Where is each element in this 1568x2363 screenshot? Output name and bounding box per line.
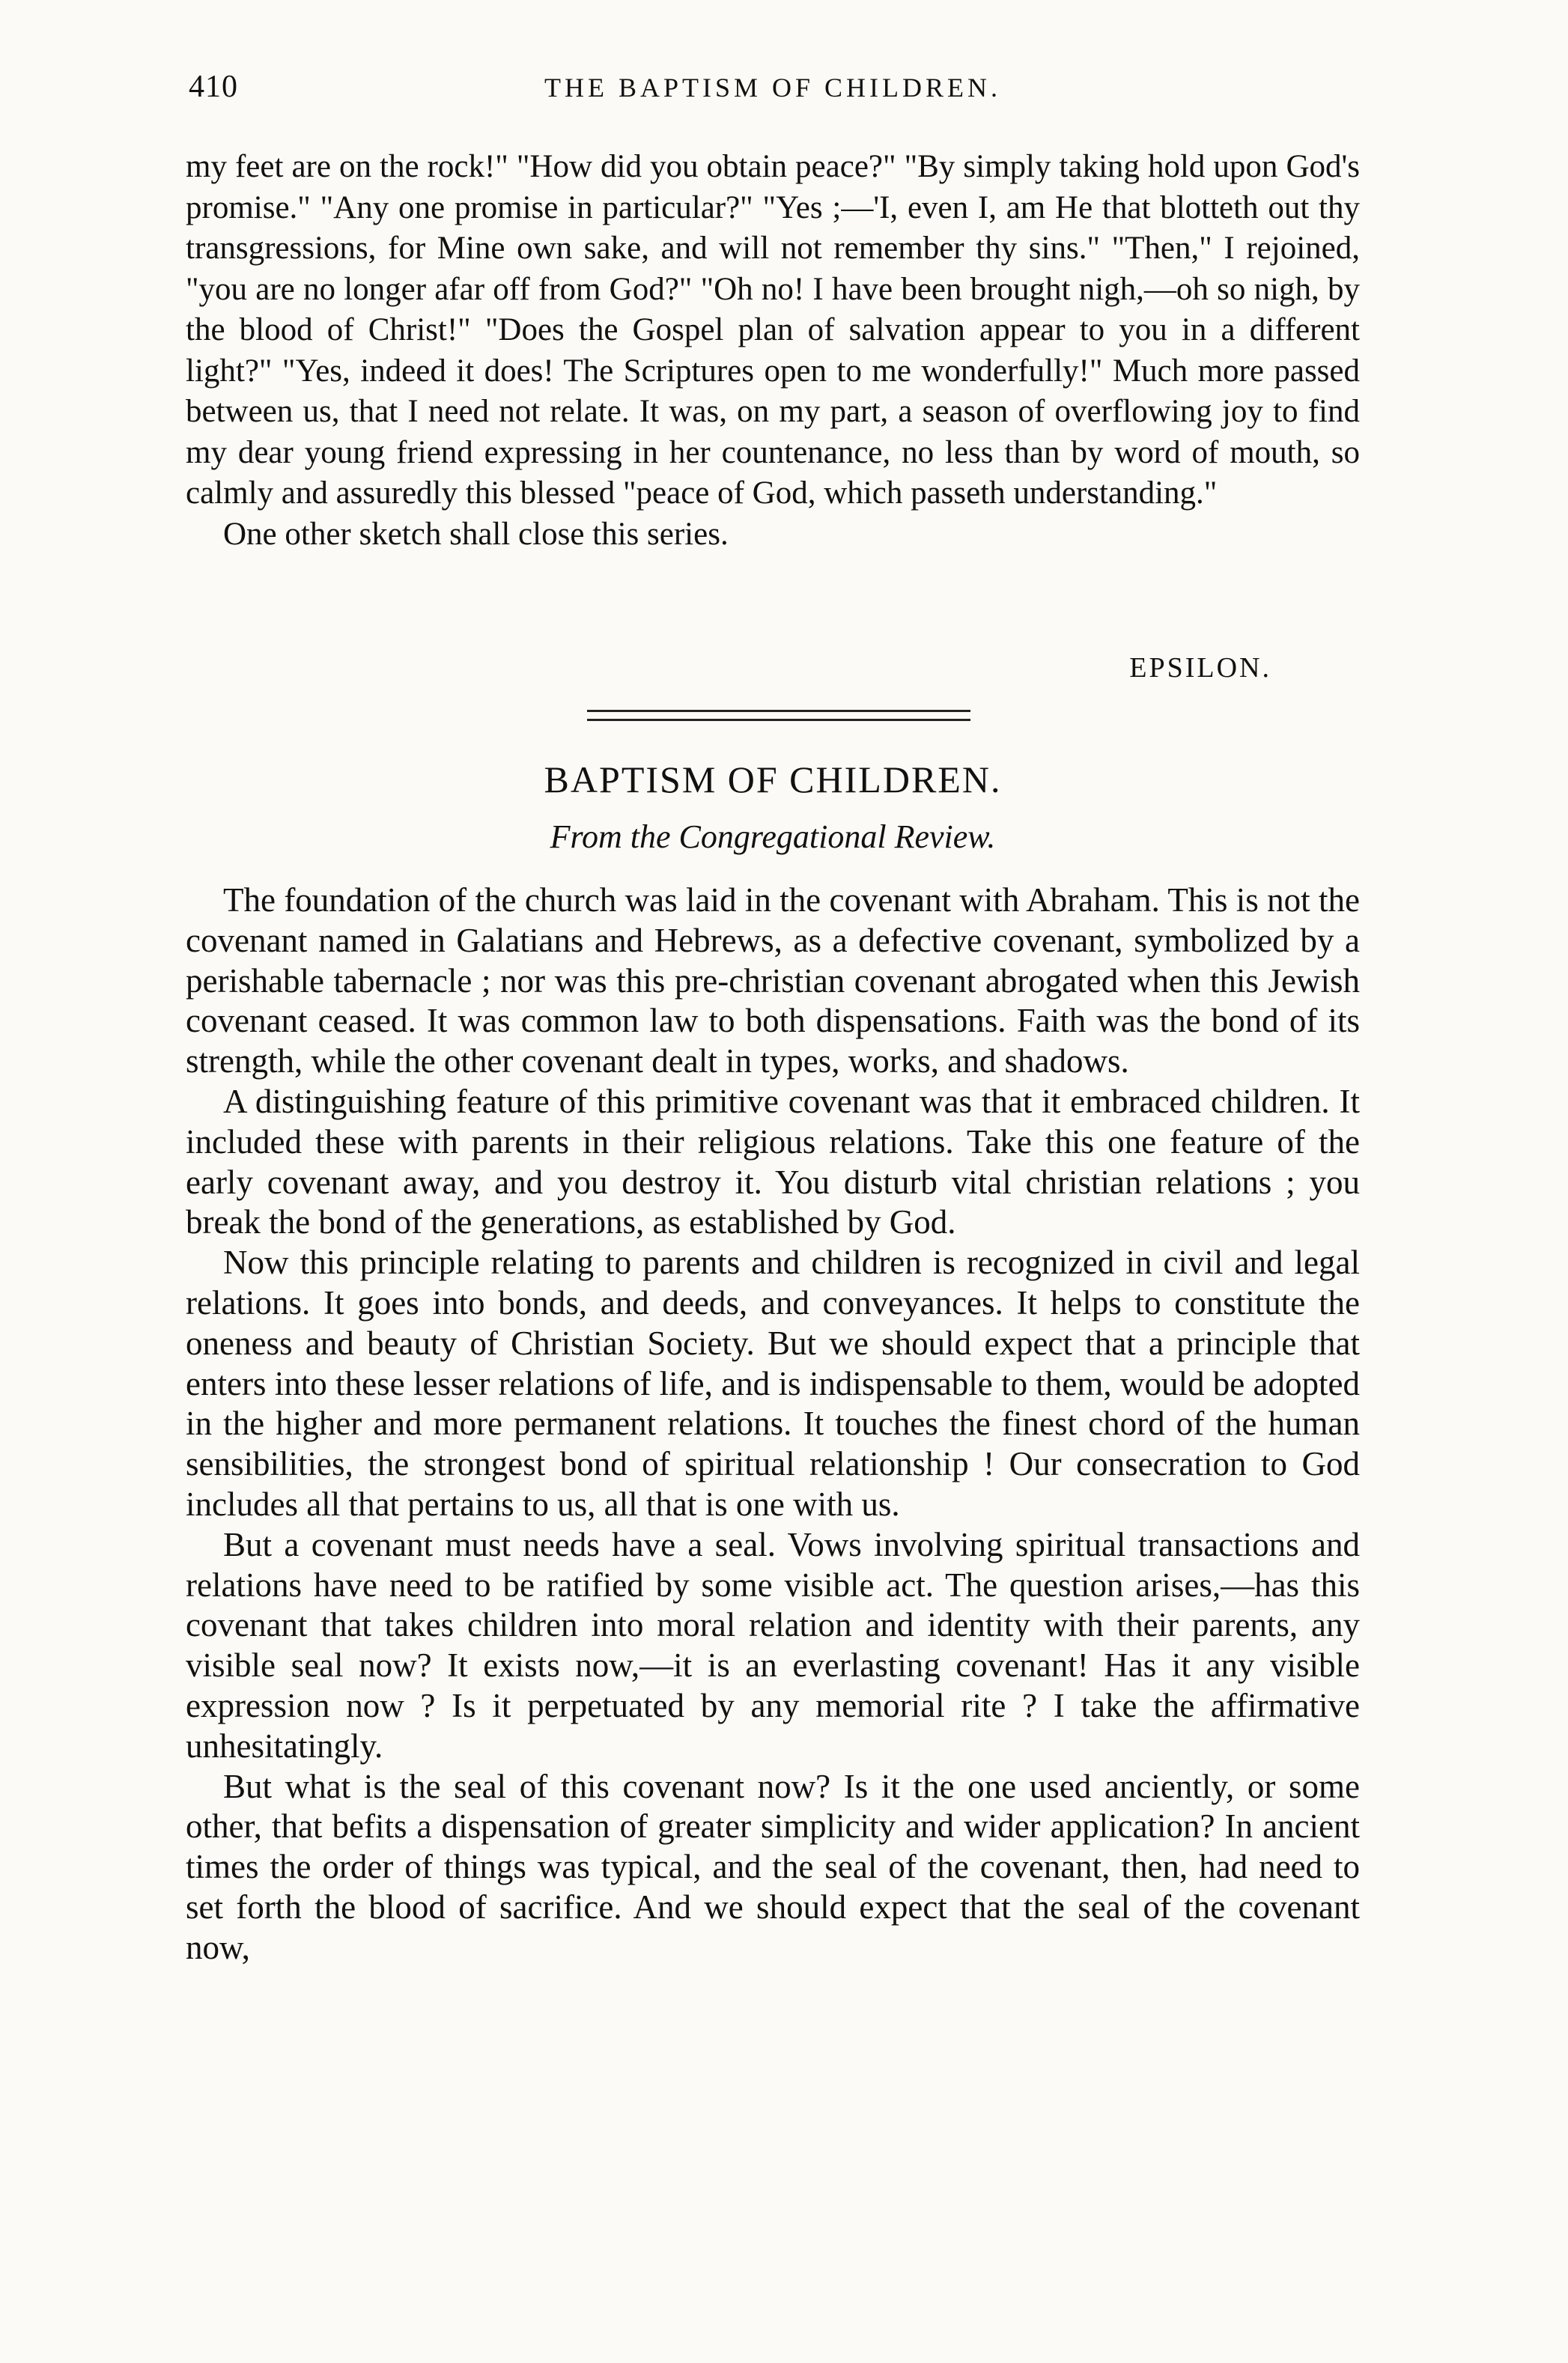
- article-title: BAPTISM OF CHILDREN.: [544, 758, 1002, 800]
- author-signature: EPSILON.: [1129, 652, 1271, 684]
- paragraph-4: But a covenant must needs have a seal. Vows involving spiritual transactions and relations have need to be ratified by some visible act. The question arises,—has this covenant that takes children into moral relation and identity with their parents, any visible seal now? It exists now,—it is an everlasting covenant! Has it any visible expression now ? Is it perpetuated by any memorial rite ? I take the affirmative unhesitatingly.: [186, 1525, 1360, 1765]
- paragraph-1: The foundation of the church was laid in the covenant with Abraham. This is not the covenant named in Galatians and Hebrews, as a defective covenant, symbolized by a perishable tabernacle ; nor was this pre-christian covenant abrogated when this Jewish covenant ceased. It was common law to both dispensations. Faith was the bond of its strength, while the other covenant dealt in types, works, and shadows.: [186, 881, 1360, 1080]
- section-divider-top: [587, 710, 970, 712]
- page-header: [186, 69, 1360, 114]
- section-divider-bottom: [587, 719, 970, 721]
- paragraph-2: A distinguishing feature of this primitive covenant was that it embraced children. It included these with parents in their religious relations. Take this one feature of the early covenant away, and you destroy it. You disturb vital christian relations ; you break the bond of the generations, as established by God.: [186, 1082, 1360, 1241]
- page-number: 410: [189, 70, 238, 104]
- article-body: [186, 881, 1360, 1968]
- paragraph-5: But what is the seal of this covenant now? Is it the one used anciently, or some other, that befits a dispensation of greater simplicity and wider application? In ancient times the order of things was typical, and the seal of the covenant, then, had need to set forth the blood of sacrifice. And we should expect that the seal of the covenant now,: [186, 1767, 1360, 1966]
- closing-sentence: One other sketch shall close this series.: [223, 516, 729, 552]
- previous-article-ending: [186, 147, 1360, 555]
- article-source: From the Congregational Review.: [550, 818, 996, 855]
- running-title: THE BAPTISM OF CHILDREN.: [544, 73, 1002, 103]
- top-paragraph: my feet are on the rock!" "How did you obtain peace?" "By simply taking hold upon God's promise." "Any one promise in particular?" "Yes ;—'I, even I, am He that blotteth out thy transgressions, for Mine own sake, and will not remember thy sins." "Then," I rejoined, "you are no longer afar off from God?" "Oh no! I have been brought nigh,—oh so nigh, by the blood of Christ!" "Does the Gospel plan of salvation appear to you in a different light?" "Yes, indeed it does! The Scriptures open to me wonderfully!" Much more passed between us, that I need not relate. It was, on my part, a season of overflowing joy to find my dear young friend expressing in her countenance, no less than by word of mouth, so calmly and assuredly this blessed "peace of God, which passeth understanding.": [186, 149, 1360, 511]
- paragraph-3: Now this principle relating to parents and children is recognized in civil and legal relations. It goes into bonds, and deeds, and conveyances. It helps to constitute the oneness and beauty of Christian Society. But we should expect that a principle that enters into these lesser relations of life, and is indispensable to them, would be adopted in the higher and more permanent relations. It touches the finest chord of the human sensibilities, the strongest bond of spiritual relationship ! Our consecration to God includes all that pertains to us, all that is one with us.: [186, 1244, 1360, 1523]
